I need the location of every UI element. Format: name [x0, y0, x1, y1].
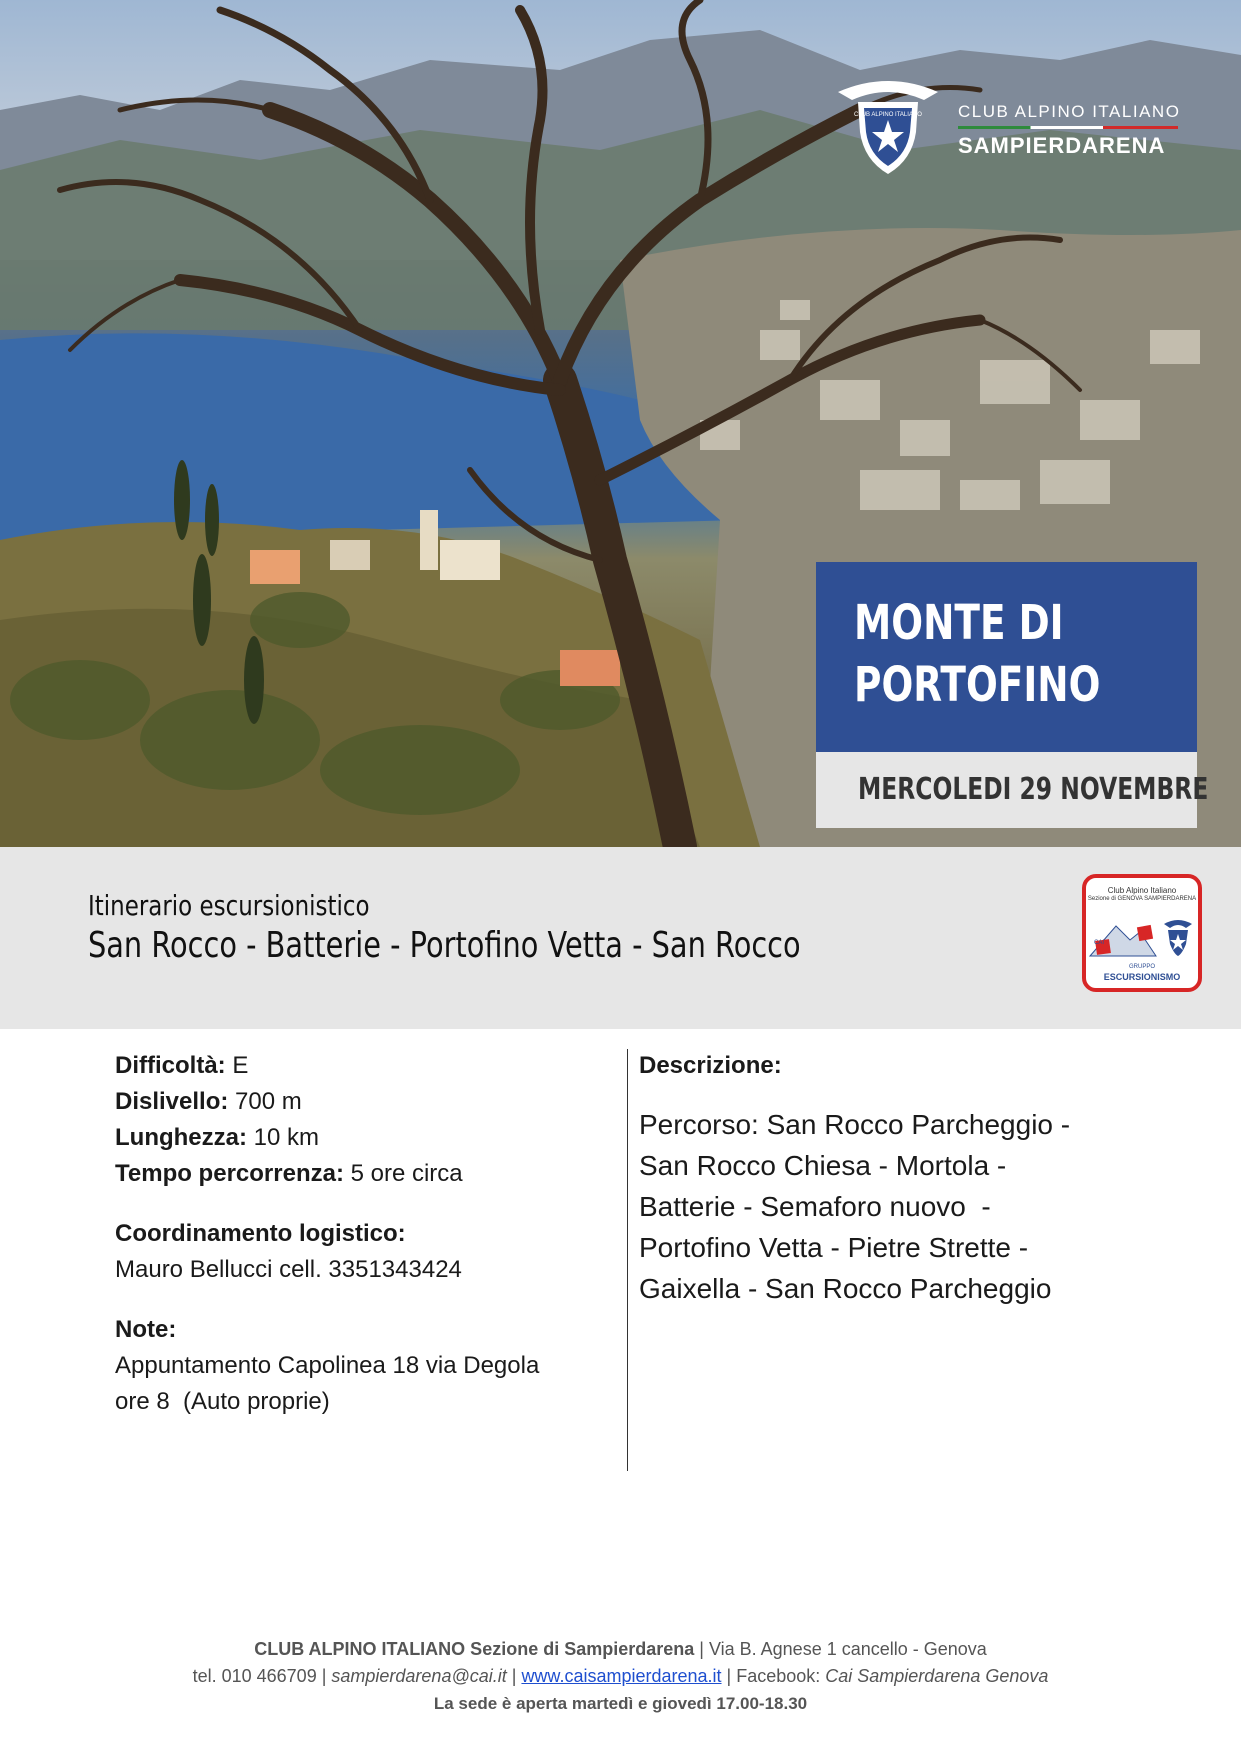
itinerary-band: [0, 847, 1241, 1029]
event-date-box: [816, 752, 1209, 828]
description-line: Batterie - Semaforo nuovo -: [639, 1191, 991, 1222]
notes-line1: Appuntamento Capolinea 18 via Degola: [115, 1352, 540, 1379]
mountain-flag-icon: [1086, 906, 1198, 966]
footer-email[interactable]: sampierdarena@cai.it: [331, 1666, 507, 1686]
description-label: Descrizione:: [639, 1052, 782, 1079]
description-line: Gaixella - San Rocco Parcheggio: [639, 1273, 1052, 1304]
column-divider: [627, 1049, 628, 1471]
itinerary-label: Itinerario escursionistico: [88, 889, 370, 922]
section-name: SAMPIERDARENA: [958, 133, 1166, 158]
event-date: MERCOLEDI 29 NOVEMBRE: [858, 772, 1209, 807]
length-row: [115, 1120, 625, 1156]
event-title-box: [816, 562, 1197, 752]
trip-details: [115, 1048, 625, 1420]
event-title-line2: PORTOFINO: [854, 657, 1101, 713]
description-line: Portofino Vetta - Pietre Strette -: [639, 1232, 1029, 1263]
description-line: Percorso: San Rocco Parcheggio -: [639, 1109, 1071, 1140]
footer-tel: tel. 010 466709 |: [192, 1666, 332, 1686]
elevation-label: Dislivello:: [115, 1088, 229, 1115]
length-value: 10 km: [247, 1124, 320, 1151]
hero-photo: [0, 0, 1241, 847]
description-line: San Rocco Chiesa - Mortola -: [639, 1150, 1007, 1181]
svg-text:CLUB ALPINO ITALIANO: CLUB ALPINO ITALIANO: [854, 112, 922, 118]
organization-name: CLUB ALPINO ITALIANO: [958, 102, 1181, 121]
italian-flag-stripe: [958, 126, 1178, 129]
elevation-row: [115, 1084, 625, 1120]
time-label: Tempo percorrenza:: [115, 1160, 344, 1187]
description-section: [639, 1048, 1159, 1309]
badge-line4: ESCURSIONISMO: [1103, 972, 1181, 982]
svg-text:CAI: CAI: [1094, 940, 1105, 946]
time-row: [115, 1156, 625, 1192]
footer: [0, 1636, 1241, 1717]
notes-line2: ore 8 (Auto proprie): [115, 1388, 330, 1415]
difficulty-value: E: [225, 1052, 249, 1079]
cai-sampierdarena-logo: [828, 70, 1188, 180]
description-text: [639, 1104, 1159, 1309]
footer-line1: [0, 1636, 1241, 1663]
itinerary-route: San Rocco - Batterie - Portofino Vetta - San Rocco: [88, 925, 801, 966]
event-title: [854, 592, 1100, 716]
footer-hours: La sede è aperta martedì e giovedì 17.00-18.30: [433, 1694, 808, 1713]
coordination-label: Coordinamento logistico:: [115, 1220, 406, 1247]
length-label: Lunghezza:: [115, 1124, 247, 1151]
footer-org: CLUB ALPINO ITALIANO Sezione di Sampierdarena: [254, 1639, 695, 1659]
notes-label: Note:: [115, 1316, 177, 1343]
badge-line2: Sezione di GENOVA SAMPIERDARENA: [1087, 896, 1197, 902]
time-value: 5 ore circa: [343, 1160, 463, 1187]
difficulty-row: [115, 1048, 625, 1084]
footer-website-link[interactable]: www.caisampierdarena.it: [521, 1666, 722, 1686]
difficulty-label: Difficoltà:: [115, 1052, 226, 1079]
event-title-line1: MONTE DI: [854, 595, 1064, 651]
footer-address: | Via B. Agnese 1 cancello - Genova: [694, 1639, 987, 1659]
footer-line2: tel. 010 466709 | sampierdarena@cai.it | www.caisampierdarena.it | Facebook: Cai Sampierdarena Genova: [192, 1666, 1049, 1686]
badge-line3: GRUPPO: [1128, 964, 1155, 970]
footer-facebook[interactable]: Cai Sampierdarena Genova: [825, 1666, 1049, 1686]
cai-emblem-icon: [828, 70, 948, 180]
gruppo-escursionismo-badge: [1082, 874, 1202, 992]
badge-line1: Club Alpino Italiano: [1107, 886, 1177, 895]
coordination-value: Mauro Bellucci cell. 3351343424: [115, 1256, 462, 1283]
elevation-value: 700 m: [228, 1088, 302, 1115]
